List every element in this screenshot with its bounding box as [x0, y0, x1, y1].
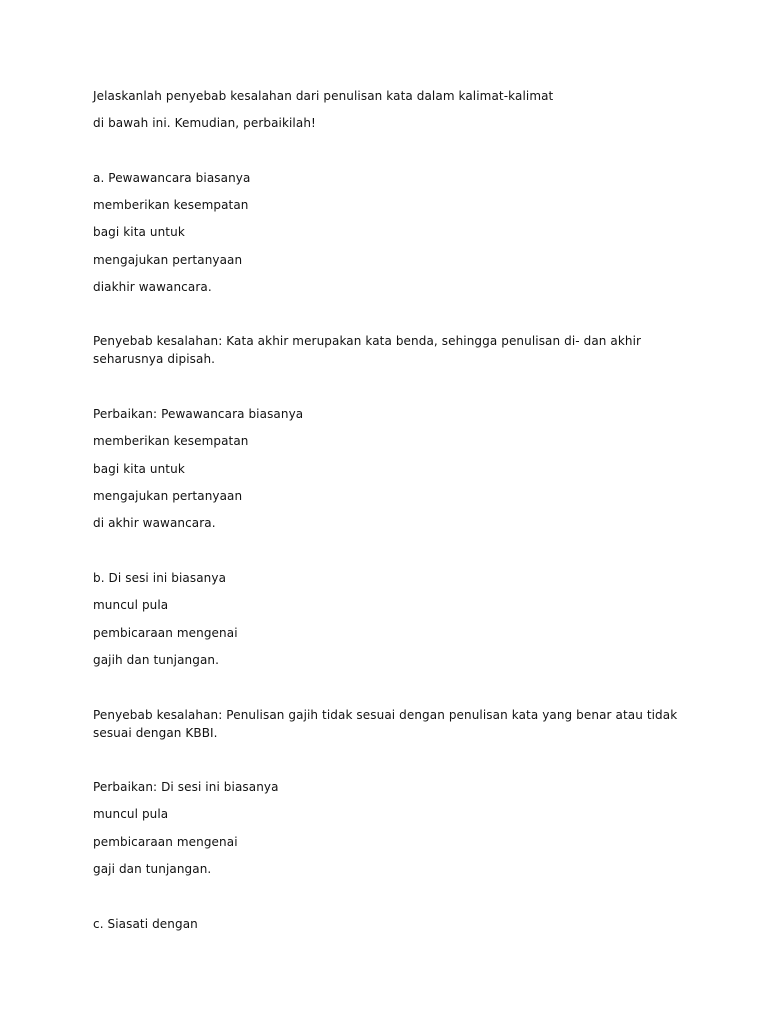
item-a-question-line: mengajukan pertanyaan	[93, 253, 243, 267]
item-b-fix-line: pembicaraan mengenai	[93, 835, 238, 849]
item-a-fix-line: bagi kita untuk	[93, 462, 185, 476]
item-b-fix-line: muncul pula	[93, 807, 169, 821]
item-b-question-line: pembicaraan mengenai	[93, 626, 238, 640]
item-b-fix-line: gaji dan tunjangan.	[93, 862, 212, 876]
item-a-question-line: memberikan kesempatan	[93, 198, 249, 212]
intro-line-2: di bawah ini. Kemudian, perbaikilah!	[93, 116, 316, 130]
item-a-question-line: diakhir wawancara.	[93, 280, 212, 294]
item-a-fix-line: mengajukan pertanyaan	[93, 489, 243, 503]
item-b-question-line: b. Di sesi ini biasanya	[93, 571, 227, 585]
item-a-fix-line: Perbaikan: Pewawancara biasanya	[93, 407, 304, 421]
item-b-fix-line: Perbaikan: Di sesi ini biasanya	[93, 780, 279, 794]
item-a-fix-line: di akhir wawancara.	[93, 516, 216, 530]
item-a-question-line: a. Pewawancara biasanya	[93, 171, 251, 185]
item-b-question-line: gajih dan tunjangan.	[93, 653, 220, 667]
item-a-cause: Penyebab kesalahan: Kata akhir merupakan kata benda, sehingga penulisan di- dan akhir seharusnya dipisah.	[93, 334, 642, 366]
intro-line-1: Jelaskanlah penyebab kesalahan dari penulisan kata dalam kalimat-kalimat	[93, 89, 554, 103]
item-c-question-line: c. Siasati dengan	[93, 917, 198, 931]
item-b-question-line: muncul pula	[93, 598, 169, 612]
item-a-fix-line: memberikan kesempatan	[93, 434, 249, 448]
item-b-cause: Penyebab kesalahan: Penulisan gajih tidak sesuai dengan penulisan kata yang benar atau tidak sesuai dengan KBBI.	[93, 708, 678, 740]
item-a-question-line: bagi kita untuk	[93, 225, 185, 239]
